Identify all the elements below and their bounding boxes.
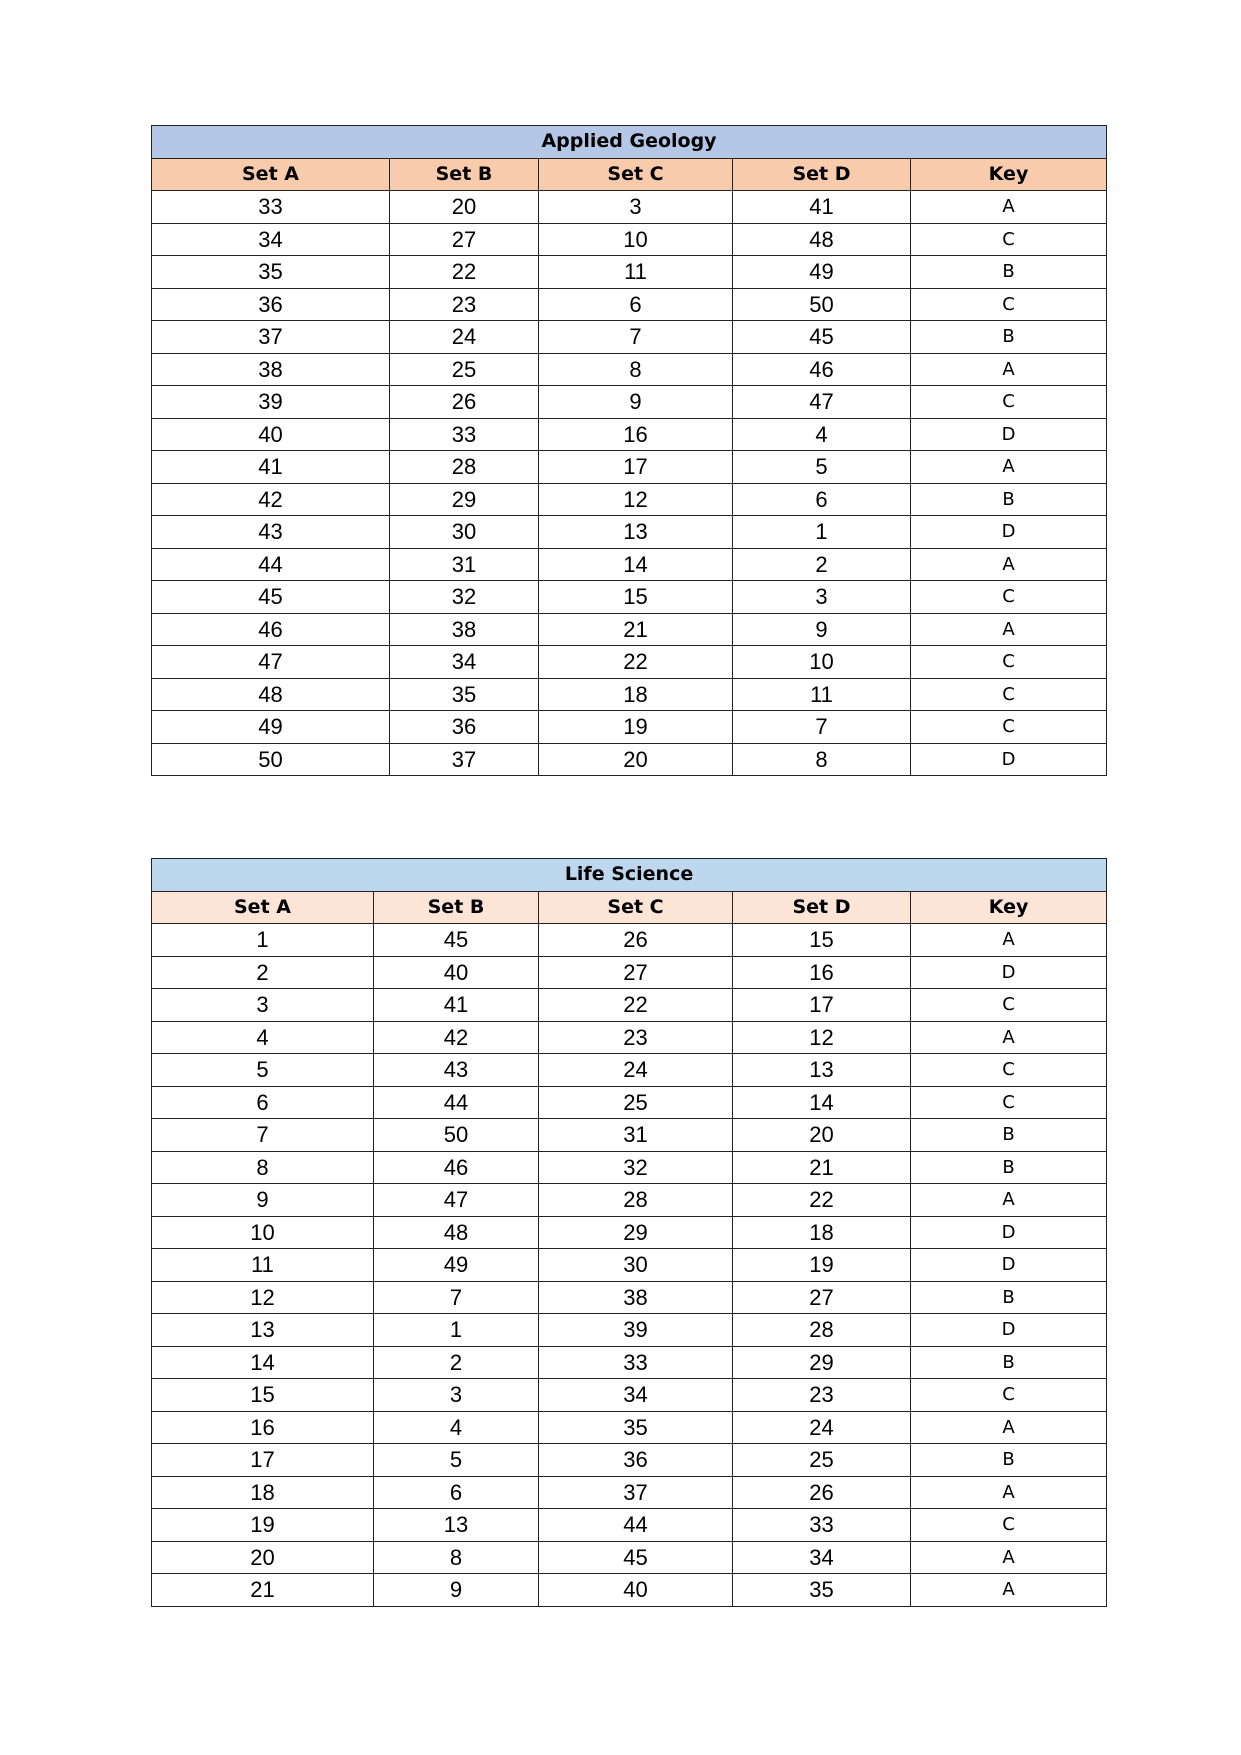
cell-set-d: 5 — [733, 451, 911, 484]
table-title: Applied Geology — [152, 126, 1107, 159]
cell-key: C — [911, 711, 1107, 744]
cell-set-a: 4 — [152, 1021, 374, 1054]
cell-set-d: 22 — [733, 1184, 911, 1217]
cell-set-a: 49 — [152, 711, 390, 744]
table-row — [152, 646, 1107, 679]
cell-set-c: 39 — [539, 1314, 733, 1347]
cell-set-d: 15 — [733, 924, 911, 957]
table-row — [152, 191, 1107, 224]
cell-set-b: 44 — [374, 1086, 539, 1119]
table-row — [152, 581, 1107, 614]
cell-set-a: 48 — [152, 678, 390, 711]
column-header-set-d: Set D — [733, 158, 911, 191]
cell-set-b: 7 — [374, 1281, 539, 1314]
table-row — [152, 1476, 1107, 1509]
cell-set-c: 3 — [539, 191, 733, 224]
cell-key: A — [911, 1574, 1107, 1607]
cell-set-d: 33 — [733, 1509, 911, 1542]
table-row — [152, 1021, 1107, 1054]
cell-key: C — [911, 1509, 1107, 1542]
cell-set-b: 35 — [390, 678, 539, 711]
table-row — [152, 1346, 1107, 1379]
table-row — [152, 711, 1107, 744]
cell-key: B — [911, 321, 1107, 354]
table-row — [152, 516, 1107, 549]
cell-set-c: 34 — [539, 1379, 733, 1412]
table-header-row — [152, 891, 1107, 924]
table-row — [152, 1086, 1107, 1119]
cell-key: B — [911, 1444, 1107, 1477]
cell-set-d: 14 — [733, 1086, 911, 1119]
cell-set-b: 28 — [390, 451, 539, 484]
cell-set-b: 30 — [390, 516, 539, 549]
cell-set-b: 8 — [374, 1541, 539, 1574]
cell-key: C — [911, 1379, 1107, 1412]
table-header-row — [152, 158, 1107, 191]
table-row — [152, 223, 1107, 256]
cell-set-a: 18 — [152, 1476, 374, 1509]
table-row — [152, 288, 1107, 321]
table-row — [152, 1281, 1107, 1314]
cell-set-c: 7 — [539, 321, 733, 354]
cell-set-b: 22 — [390, 256, 539, 289]
cell-set-c: 30 — [539, 1249, 733, 1282]
cell-set-b: 6 — [374, 1476, 539, 1509]
cell-set-d: 13 — [733, 1054, 911, 1087]
cell-set-b: 1 — [374, 1314, 539, 1347]
cell-set-c: 6 — [539, 288, 733, 321]
cell-set-d: 21 — [733, 1151, 911, 1184]
cell-set-a: 3 — [152, 989, 374, 1022]
cell-set-d: 20 — [733, 1119, 911, 1152]
table-title-row — [152, 126, 1107, 159]
table-title-row — [152, 859, 1107, 892]
cell-set-c: 29 — [539, 1216, 733, 1249]
cell-set-a: 9 — [152, 1184, 374, 1217]
cell-set-c: 28 — [539, 1184, 733, 1217]
cell-set-c: 9 — [539, 386, 733, 419]
cell-set-a: 14 — [152, 1346, 374, 1379]
cell-set-b: 24 — [390, 321, 539, 354]
cell-set-a: 21 — [152, 1574, 374, 1607]
cell-key: B — [911, 1119, 1107, 1152]
cell-key: A — [911, 548, 1107, 581]
cell-set-b: 26 — [390, 386, 539, 419]
cell-set-b: 50 — [374, 1119, 539, 1152]
cell-key: D — [911, 743, 1107, 776]
cell-set-a: 12 — [152, 1281, 374, 1314]
cell-set-d: 7 — [733, 711, 911, 744]
table-row — [152, 1184, 1107, 1217]
cell-set-a: 5 — [152, 1054, 374, 1087]
table-row — [152, 1444, 1107, 1477]
column-header-set-d: Set D — [733, 891, 911, 924]
cell-set-d: 9 — [733, 613, 911, 646]
cell-set-b: 4 — [374, 1411, 539, 1444]
cell-set-d: 4 — [733, 418, 911, 451]
cell-set-a: 35 — [152, 256, 390, 289]
cell-set-b: 47 — [374, 1184, 539, 1217]
cell-set-a: 17 — [152, 1444, 374, 1477]
cell-key: C — [911, 581, 1107, 614]
cell-set-b: 36 — [390, 711, 539, 744]
cell-set-c: 17 — [539, 451, 733, 484]
cell-set-c: 33 — [539, 1346, 733, 1379]
cell-set-d: 23 — [733, 1379, 911, 1412]
cell-set-d: 47 — [733, 386, 911, 419]
cell-set-d: 6 — [733, 483, 911, 516]
cell-set-d: 26 — [733, 1476, 911, 1509]
table-row — [152, 451, 1107, 484]
cell-set-b: 45 — [374, 924, 539, 957]
cell-key: B — [911, 256, 1107, 289]
cell-key: A — [911, 924, 1107, 957]
cell-key: A — [911, 1476, 1107, 1509]
column-header-set-b: Set B — [374, 891, 539, 924]
cell-set-c: 15 — [539, 581, 733, 614]
cell-set-c: 36 — [539, 1444, 733, 1477]
cell-set-a: 40 — [152, 418, 390, 451]
cell-key: D — [911, 418, 1107, 451]
cell-set-d: 35 — [733, 1574, 911, 1607]
table-row — [152, 321, 1107, 354]
cell-set-d: 25 — [733, 1444, 911, 1477]
cell-set-c: 31 — [539, 1119, 733, 1152]
cell-set-c: 12 — [539, 483, 733, 516]
cell-set-a: 39 — [152, 386, 390, 419]
cell-set-d: 41 — [733, 191, 911, 224]
cell-key: C — [911, 386, 1107, 419]
cell-set-c: 27 — [539, 956, 733, 989]
table-row — [152, 256, 1107, 289]
cell-set-c: 18 — [539, 678, 733, 711]
cell-set-a: 11 — [152, 1249, 374, 1282]
cell-key: C — [911, 288, 1107, 321]
table-row — [152, 743, 1107, 776]
cell-key: D — [911, 516, 1107, 549]
table-row — [152, 613, 1107, 646]
cell-set-a: 20 — [152, 1541, 374, 1574]
table-row — [152, 924, 1107, 957]
table-row — [152, 483, 1107, 516]
cell-set-c: 20 — [539, 743, 733, 776]
cell-set-a: 16 — [152, 1411, 374, 1444]
cell-set-c: 19 — [539, 711, 733, 744]
table-row — [152, 1249, 1107, 1282]
cell-set-c: 21 — [539, 613, 733, 646]
cell-set-b: 48 — [374, 1216, 539, 1249]
cell-set-c: 45 — [539, 1541, 733, 1574]
table-row — [152, 956, 1107, 989]
cell-set-a: 19 — [152, 1509, 374, 1542]
cell-set-d: 2 — [733, 548, 911, 581]
cell-set-b: 49 — [374, 1249, 539, 1282]
cell-key: B — [911, 1346, 1107, 1379]
cell-set-b: 27 — [390, 223, 539, 256]
cell-key: C — [911, 223, 1107, 256]
column-header-set-b: Set B — [390, 158, 539, 191]
cell-key: D — [911, 1249, 1107, 1282]
cell-set-c: 24 — [539, 1054, 733, 1087]
column-header-key: Key — [911, 158, 1107, 191]
cell-set-b: 33 — [390, 418, 539, 451]
cell-set-c: 16 — [539, 418, 733, 451]
cell-set-d: 10 — [733, 646, 911, 679]
cell-set-a: 45 — [152, 581, 390, 614]
cell-key: C — [911, 989, 1107, 1022]
cell-key: C — [911, 678, 1107, 711]
cell-set-d: 11 — [733, 678, 911, 711]
cell-set-a: 7 — [152, 1119, 374, 1152]
cell-set-a: 33 — [152, 191, 390, 224]
cell-set-c: 13 — [539, 516, 733, 549]
column-header-set-c: Set C — [539, 891, 733, 924]
cell-set-c: 35 — [539, 1411, 733, 1444]
table-row — [152, 1216, 1107, 1249]
table-row — [152, 1411, 1107, 1444]
cell-set-c: 22 — [539, 646, 733, 679]
cell-set-d: 50 — [733, 288, 911, 321]
cell-set-d: 16 — [733, 956, 911, 989]
table-row — [152, 386, 1107, 419]
cell-key: B — [911, 1151, 1107, 1184]
cell-set-a: 38 — [152, 353, 390, 386]
cell-set-a: 37 — [152, 321, 390, 354]
cell-set-a: 43 — [152, 516, 390, 549]
cell-set-b: 23 — [390, 288, 539, 321]
cell-key: D — [911, 1216, 1107, 1249]
cell-set-d: 18 — [733, 1216, 911, 1249]
cell-key: A — [911, 1411, 1107, 1444]
cell-key: A — [911, 1184, 1107, 1217]
cell-set-b: 40 — [374, 956, 539, 989]
cell-key: B — [911, 483, 1107, 516]
table-row — [152, 1574, 1107, 1607]
cell-set-b: 2 — [374, 1346, 539, 1379]
table-row — [152, 418, 1107, 451]
cell-set-b: 38 — [390, 613, 539, 646]
cell-set-b: 41 — [374, 989, 539, 1022]
table-row — [152, 1379, 1107, 1412]
table-row — [152, 548, 1107, 581]
cell-set-b: 37 — [390, 743, 539, 776]
cell-set-a: 10 — [152, 1216, 374, 1249]
cell-key: B — [911, 1281, 1107, 1314]
cell-set-c: 26 — [539, 924, 733, 957]
cell-set-c: 37 — [539, 1476, 733, 1509]
cell-set-b: 43 — [374, 1054, 539, 1087]
cell-set-d: 48 — [733, 223, 911, 256]
cell-set-c: 25 — [539, 1086, 733, 1119]
cell-set-c: 44 — [539, 1509, 733, 1542]
cell-set-a: 1 — [152, 924, 374, 957]
cell-set-d: 12 — [733, 1021, 911, 1054]
cell-set-d: 19 — [733, 1249, 911, 1282]
cell-set-c: 38 — [539, 1281, 733, 1314]
cell-set-b: 42 — [374, 1021, 539, 1054]
table-row — [152, 1119, 1107, 1152]
cell-set-a: 44 — [152, 548, 390, 581]
table-row — [152, 1509, 1107, 1542]
cell-set-b: 25 — [390, 353, 539, 386]
column-header-set-c: Set C — [539, 158, 733, 191]
cell-set-d: 1 — [733, 516, 911, 549]
cell-key: A — [911, 1021, 1107, 1054]
table-row — [152, 1054, 1107, 1087]
cell-key: A — [911, 353, 1107, 386]
cell-set-b: 5 — [374, 1444, 539, 1477]
cell-set-d: 8 — [733, 743, 911, 776]
cell-set-a: 2 — [152, 956, 374, 989]
cell-set-d: 29 — [733, 1346, 911, 1379]
cell-set-d: 24 — [733, 1411, 911, 1444]
cell-key: C — [911, 1054, 1107, 1087]
cell-set-d: 34 — [733, 1541, 911, 1574]
table-title: Life Science — [152, 859, 1107, 892]
cell-set-d: 3 — [733, 581, 911, 614]
applied-geology-table — [151, 125, 1107, 776]
cell-set-a: 41 — [152, 451, 390, 484]
cell-set-a: 36 — [152, 288, 390, 321]
cell-set-d: 28 — [733, 1314, 911, 1347]
cell-key: C — [911, 646, 1107, 679]
table-row — [152, 989, 1107, 1022]
life-science-table — [151, 858, 1107, 1607]
cell-set-b: 32 — [390, 581, 539, 614]
cell-set-c: 14 — [539, 548, 733, 581]
cell-set-b: 9 — [374, 1574, 539, 1607]
column-header-set-a: Set A — [152, 891, 374, 924]
cell-set-c: 11 — [539, 256, 733, 289]
cell-set-d: 17 — [733, 989, 911, 1022]
cell-key: C — [911, 1086, 1107, 1119]
cell-set-b: 20 — [390, 191, 539, 224]
cell-set-a: 13 — [152, 1314, 374, 1347]
cell-set-b: 34 — [390, 646, 539, 679]
cell-set-d: 49 — [733, 256, 911, 289]
cell-set-b: 3 — [374, 1379, 539, 1412]
column-header-key: Key — [911, 891, 1107, 924]
cell-set-c: 8 — [539, 353, 733, 386]
cell-set-a: 46 — [152, 613, 390, 646]
cell-set-c: 10 — [539, 223, 733, 256]
cell-set-d: 45 — [733, 321, 911, 354]
cell-set-b: 46 — [374, 1151, 539, 1184]
table-row — [152, 1151, 1107, 1184]
cell-set-a: 34 — [152, 223, 390, 256]
cell-set-b: 13 — [374, 1509, 539, 1542]
cell-set-c: 23 — [539, 1021, 733, 1054]
table-row — [152, 1541, 1107, 1574]
table-row — [152, 678, 1107, 711]
cell-set-a: 6 — [152, 1086, 374, 1119]
cell-set-a: 50 — [152, 743, 390, 776]
cell-set-b: 31 — [390, 548, 539, 581]
cell-set-c: 40 — [539, 1574, 733, 1607]
cell-set-d: 46 — [733, 353, 911, 386]
table-row — [152, 1314, 1107, 1347]
table-row — [152, 353, 1107, 386]
cell-set-c: 32 — [539, 1151, 733, 1184]
cell-set-a: 47 — [152, 646, 390, 679]
cell-key: A — [911, 1541, 1107, 1574]
cell-key: A — [911, 451, 1107, 484]
cell-set-d: 27 — [733, 1281, 911, 1314]
column-header-set-a: Set A — [152, 158, 390, 191]
cell-set-a: 8 — [152, 1151, 374, 1184]
cell-key: A — [911, 191, 1107, 224]
cell-set-a: 42 — [152, 483, 390, 516]
cell-set-a: 15 — [152, 1379, 374, 1412]
cell-set-b: 29 — [390, 483, 539, 516]
cell-key: A — [911, 613, 1107, 646]
cell-key: D — [911, 1314, 1107, 1347]
cell-set-c: 22 — [539, 989, 733, 1022]
cell-key: D — [911, 956, 1107, 989]
